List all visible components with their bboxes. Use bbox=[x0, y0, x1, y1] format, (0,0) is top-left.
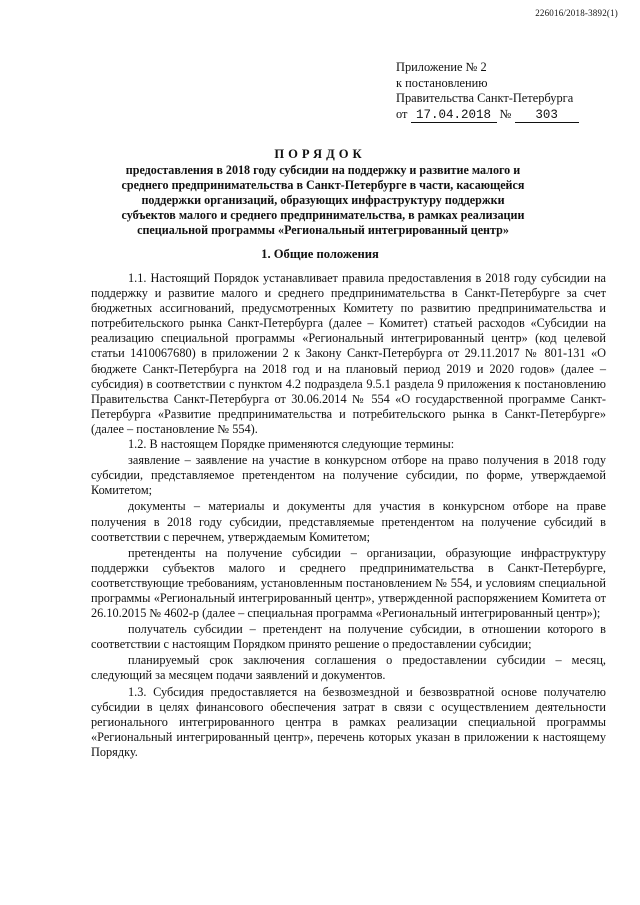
document-id: 226016/2018-3892(1) bbox=[535, 8, 618, 18]
document-subtitle: предоставления в 2018 году субсидии на поддержку и развитие малого и среднего предпринимательства в Санкт-Петербурге в части, касающейся поддержки организаций, образующих инфраструктуру поддержки субъектов малого и среднего предпринимательства, в рамках реализации специальной программы «Региональный интегрированный центр» bbox=[121, 163, 525, 237]
document-title: ПОРЯДОК bbox=[274, 147, 366, 161]
appendix-line-2: к постановлению bbox=[396, 75, 488, 90]
number-label: № bbox=[499, 106, 512, 121]
term-recipient: получатель субсидии – претендент на получение субсидии, в отношении которого в соответствии с настоящим Порядком принято решение о предоставлении субсидии; bbox=[91, 622, 606, 652]
term-agreement-deadline: планируемый срок заключения соглашения о предоставлении субсидии – месяц, следующий за месяцем подачи заявлений и документов. bbox=[91, 653, 606, 683]
from-label: от bbox=[396, 106, 408, 121]
appendix-header bbox=[396, 60, 596, 123]
paragraph-1-3: 1.3. Субсидия предоставляется на безвозмездной и безвозвратной основе получателю субсидии в целях финансового обеспечения затрат в связи с осуществлением деятельности регионального интегрированного центра в рамках реализации специальной программы «Региональный интегрированный центр», перечень которых указан в приложении к настоящему Порядку. bbox=[91, 684, 606, 759]
appendix-line-3: Правительства Санкт-Петербурга bbox=[396, 91, 574, 105]
resolution-number: 303 bbox=[515, 109, 579, 123]
paragraph-1-1: 1.1. Настоящий Порядок устанавливает правила предоставления в 2018 году субсидии на поддержку и развитие малого и среднего предпринимательства в Санкт-Петербурге за счет бюджетных ассигнований, предусмотренных Комитету по развитию предпринимательства и потребительского рынка Санкт-Петербурга (далее – Комитет) статьей расходов «Субсидии на реализацию специальной программы «Региональный интегрированный центр» (код целевой статьи 1410067680) в приложении 2 к Закону Санкт-Петербурга от 29.11.2017 № 801-131 «О бюджете Санкт-Петербурга на 2018 год и на плановый период 2019 и 2020 годов» (далее – субсидия) в соответствии с пунктом 4.2 подраздела 9.5.1 раздела 9 приложения к постановлению Правительства Санкт-Петербурга от 30.06.2014 № 554 «О государственной программе Санкт-Петербурга «Развитие предпринимательства и потребительского рынка в Санкт-Петербурге» (далее – постановление № 554). bbox=[91, 271, 606, 436]
term-applicants: претенденты на получение субсидии – организации, образующие инфраструктуру поддержки субъектов малого и среднего предпринимательства в Санкт-Петербурге, соответствующие требованиям, установленным постановлением № 554, и условиям специальной программы «Региональный интегрированный центр», утвержденной распоряжением Комитета от 26.10.2015 № 4602-р (далее – специальная программа «Региональный интегрированный центр»); bbox=[91, 545, 606, 621]
document-body bbox=[91, 271, 606, 760]
section-heading: 1. Общие положения bbox=[261, 247, 379, 261]
paragraph-1-2: 1.2. В настоящем Порядке применяются следующие термины: bbox=[128, 437, 455, 452]
term-application: заявление – заявление на участие в конкурсном отборе на право получения в 2018 году субсидии, представляемое претендентом на получение субсидии, по форме, утверждаемой Комитетом; bbox=[91, 453, 606, 498]
appendix-date-line bbox=[396, 107, 596, 123]
resolution-date: 17.04.2018 bbox=[411, 109, 497, 123]
term-documents: документы – материалы и документы для участия в конкурсном отборе на праве получения в 2018 году субсидии, представляемые претендентом на получение субсидий в соответствии с перечнем, утверждаемым Комитетом; bbox=[91, 499, 606, 544]
appendix-line-1: Приложение № 2 bbox=[396, 60, 487, 74]
